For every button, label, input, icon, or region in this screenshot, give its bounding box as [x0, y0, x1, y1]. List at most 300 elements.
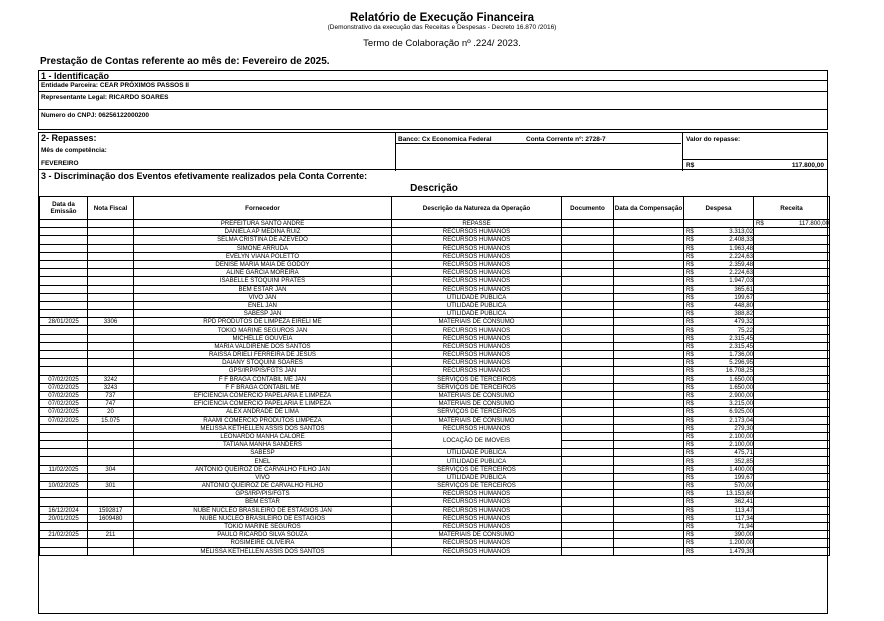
operation-nature-cell: RECURSOS HUMANOS: [392, 424, 562, 432]
operation-nature-cell: RECURSOS HUMANOS: [392, 285, 562, 293]
expense-cell: [684, 441, 754, 449]
issue-date-cell: 20/01/2025: [40, 514, 88, 522]
document-cell: [562, 391, 614, 399]
col-header-income: Receita: [754, 197, 830, 220]
document-cell: [562, 285, 614, 293]
table-row: [40, 342, 830, 350]
invoice-number-cell: [88, 351, 134, 359]
expense-cell: [684, 375, 754, 383]
operation-nature-cell: RECURSOS HUMANOS: [392, 228, 562, 236]
document-cell: [562, 432, 614, 440]
document-cell: [562, 506, 614, 514]
clearing-date-cell: [614, 269, 684, 277]
income-cell: [754, 383, 830, 391]
currency-symbol: R$: [686, 244, 694, 252]
income-cell: [754, 220, 830, 228]
invoice-number-cell: [88, 424, 134, 432]
currency-symbol: R$: [686, 392, 694, 400]
supplier-cell: MICHELLE GOUVEIA: [134, 334, 392, 342]
supplier-cell: PREFEITURA SANTO ANDRE: [134, 220, 392, 228]
supplier-cell: SABESP: [134, 449, 392, 457]
table-row: [40, 482, 830, 490]
clearing-date-cell: [614, 465, 684, 473]
clearing-date-cell: [614, 252, 684, 260]
clearing-date-cell: [614, 375, 684, 383]
issue-date-cell: 07/02/2025: [40, 408, 88, 416]
currency-symbol: R$: [686, 367, 694, 375]
currency-symbol: R$: [686, 326, 694, 334]
currency-symbol: R$: [686, 310, 694, 318]
supplier-cell: VIVO JAN: [134, 293, 392, 301]
expense-value: 199,67: [734, 293, 753, 301]
currency-symbol: R$: [686, 228, 694, 236]
clearing-date-cell: [614, 342, 684, 350]
issue-date-cell: [40, 351, 88, 359]
document-cell: [562, 473, 614, 481]
transfers-section: [38, 132, 828, 170]
legal-representative: Representante Legal: RICARDO SOARES: [41, 94, 169, 101]
currency-symbol: R$: [686, 351, 694, 359]
expense-cell: [684, 301, 754, 309]
invoice-number-cell: [88, 547, 134, 555]
currency-symbol: R$: [686, 342, 694, 350]
issue-date-cell: [40, 220, 88, 228]
expense-value: 1.200,00: [729, 539, 753, 547]
table-row: [40, 400, 830, 408]
document-cell: [562, 334, 614, 342]
document-cell: [562, 301, 614, 309]
issue-date-cell: 07/02/2025: [40, 375, 88, 383]
invoice-number-cell: 20: [88, 408, 134, 416]
operation-nature-cell: RECURSOS HUMANOS: [392, 359, 562, 367]
clearing-date-cell: [614, 318, 684, 326]
expense-cell: [684, 244, 754, 252]
issue-date-cell: [40, 367, 88, 375]
income-value: 117.800,00: [798, 220, 829, 228]
table-row: [40, 244, 830, 252]
table-row: [40, 351, 830, 359]
table-row: [40, 498, 830, 506]
document-cell: [562, 408, 614, 416]
table-row: [40, 334, 830, 342]
supplier-cell: BEM ESTAR: [134, 498, 392, 506]
operation-nature-cell: RECURSOS HUMANOS: [392, 236, 562, 244]
supplier-cell: F F BRAGA CONTABIL ME: [134, 383, 392, 391]
issue-date-cell: [40, 539, 88, 547]
table-row: [40, 359, 830, 367]
invoice-number-cell: 737: [88, 391, 134, 399]
identification-section: [38, 70, 828, 130]
supplier-cell: MELISSA KETHELLEN ASSIS DOS SANTOS: [134, 547, 392, 555]
income-cell: [754, 400, 830, 408]
description-title: Descrição: [410, 183, 458, 194]
table-row: [40, 424, 830, 432]
document-cell: [562, 441, 614, 449]
issue-date-cell: 07/02/2025: [40, 391, 88, 399]
income-cell: [754, 260, 830, 268]
operation-nature-cell: MATERIAIS DE CONSUMO: [392, 391, 562, 399]
table-row: [40, 490, 830, 498]
operation-nature-cell: RECURSOS HUMANOS: [392, 547, 562, 555]
issue-date-cell: 16/12/2024: [40, 506, 88, 514]
expense-value: 6.925,00: [729, 408, 753, 416]
supplier-cell: DANIELA AP MEDINA RUIZ: [134, 228, 392, 236]
supplier-cell: NUBE NUCLEO BRASILEIRO DE ESTÁGIOS: [134, 514, 392, 522]
expense-value: 16.708,25: [725, 367, 753, 375]
supplier-cell: BEM ESTAR JAN: [134, 285, 392, 293]
table-row: [40, 457, 830, 465]
expense-cell: [684, 220, 754, 228]
expense-cell: [684, 277, 754, 285]
currency-symbol: R$: [686, 441, 694, 449]
expense-value: 388,82: [734, 310, 753, 318]
document-cell: [562, 326, 614, 334]
clearing-date-cell: [614, 424, 684, 432]
supplier-cell: DAIANY STOQUINI SOARES: [134, 359, 392, 367]
supplier-cell: PAULO RICARDO SILVA SOUZA: [134, 531, 392, 539]
expense-value: 2.173,04: [729, 416, 753, 424]
expense-value: 475,71: [734, 449, 753, 457]
income-cell: [754, 367, 830, 375]
supplier-cell: SABESP JAN: [134, 310, 392, 318]
expense-cell: [684, 465, 754, 473]
clearing-date-cell: [614, 301, 684, 309]
income-cell: [754, 310, 830, 318]
operation-nature-cell: SERVIÇOS DE TERCEIROS: [392, 408, 562, 416]
expense-cell: [684, 310, 754, 318]
invoice-number-cell: [88, 220, 134, 228]
expense-cell: [684, 351, 754, 359]
operation-nature-cell: RECURSOS HUMANOS: [392, 506, 562, 514]
table-row: [40, 252, 830, 260]
supplier-cell: NUBE NUCLEO BRASILEIRO DE ESTÁGIOS JAN: [134, 506, 392, 514]
document-cell: [562, 400, 614, 408]
currency-symbol: R$: [686, 162, 695, 169]
income-cell: [754, 482, 830, 490]
operation-nature-cell: UTILIDADE PUBLICA: [392, 457, 562, 465]
table-row: [40, 465, 830, 473]
income-cell: [754, 408, 830, 416]
supplier-cell: EFICIENCIA COMERCIO PAPELARIA E LIMPEZA: [134, 391, 392, 399]
supplier-cell: EFICIENCIA COMERCIO PAPELARIA E LIMPEZA: [134, 400, 392, 408]
invoice-number-cell: 747: [88, 400, 134, 408]
issue-date-cell: 21/02/2025: [40, 531, 88, 539]
expense-cell: [684, 416, 754, 424]
supplier-cell: EVELYN VIANA POLETTO: [134, 252, 392, 260]
document-cell: [562, 531, 614, 539]
expense-cell: [684, 522, 754, 530]
clearing-date-cell: [614, 228, 684, 236]
invoice-number-cell: [88, 277, 134, 285]
expense-value: 2.315,45: [729, 342, 753, 350]
transfer-value-label: Valor do repasse:: [686, 136, 741, 143]
expense-value: 75,22: [737, 326, 753, 334]
document-cell: [562, 416, 614, 424]
entity-name: Entidade Parceira: CEAR PRÓXIMOS PASSOS II: [41, 82, 189, 89]
clearing-date-cell: [614, 236, 684, 244]
issue-date-cell: [40, 236, 88, 244]
document-cell: [562, 260, 614, 268]
operation-nature-cell: SERVIÇOS DE TERCEIROS: [392, 383, 562, 391]
expense-cell: [684, 318, 754, 326]
document-cell: [562, 522, 614, 530]
document-cell: [562, 293, 614, 301]
expense-cell: [684, 498, 754, 506]
invoice-number-cell: [88, 285, 134, 293]
issue-date-cell: [40, 424, 88, 432]
operation-nature-cell: MATERIAIS DE CONSUMO: [392, 416, 562, 424]
table-row: [40, 391, 830, 399]
expense-value: 448,80: [734, 301, 753, 309]
currency-symbol: R$: [686, 482, 694, 490]
table-row: [40, 269, 830, 277]
invoice-number-cell: [88, 260, 134, 268]
bank-name: Banco: Cx Economica Federal: [398, 136, 492, 143]
invoice-number-cell: [88, 432, 134, 440]
invoice-number-cell: [88, 269, 134, 277]
expense-value: 2.408,33: [729, 236, 753, 244]
invoice-number-cell: [88, 301, 134, 309]
events-table: [39, 196, 830, 556]
document-cell: [562, 220, 614, 228]
expense-value: 199,67: [734, 473, 753, 481]
table-row: [40, 318, 830, 326]
invoice-number-cell: [88, 490, 134, 498]
document-cell: [562, 269, 614, 277]
clearing-date-cell: [614, 277, 684, 285]
clearing-date-cell: [614, 391, 684, 399]
table-row: [40, 375, 830, 383]
income-cell: [754, 334, 830, 342]
expense-cell: [684, 252, 754, 260]
document-cell: [562, 465, 614, 473]
expense-cell: [684, 531, 754, 539]
operation-nature-cell: LOCAÇÃO DE IMOVEIS: [392, 432, 562, 448]
expense-value: 5.296,95: [729, 359, 753, 367]
supplier-cell: GPS/IRP/PIS/FGTS JAN: [134, 367, 392, 375]
operation-nature-cell: MATERIAIS DE CONSUMO: [392, 318, 562, 326]
expense-value: 1.650,00: [729, 375, 753, 383]
expense-cell: [684, 367, 754, 375]
expense-value: 3.215,00: [729, 400, 753, 408]
col-header-invoice: Nota Fiscal: [88, 197, 134, 220]
table-header-row: [40, 197, 830, 220]
operation-nature-cell: RECURSOS HUMANOS: [392, 351, 562, 359]
col-header-expense: Despesa: [684, 197, 754, 220]
currency-symbol: R$: [686, 465, 694, 473]
invoice-number-cell: [88, 539, 134, 547]
document-cell: [562, 424, 614, 432]
issue-date-cell: [40, 359, 88, 367]
operation-nature-cell: RECURSOS HUMANOS: [392, 260, 562, 268]
document-cell: [562, 351, 614, 359]
currency-symbol: R$: [686, 375, 694, 383]
issue-date-cell: [40, 342, 88, 350]
document-cell: [562, 547, 614, 555]
invoice-number-cell: [88, 293, 134, 301]
supplier-cell: MELISSA KETHELLEN ASSIS DOS SANTOS: [134, 424, 392, 432]
currency-symbol: R$: [686, 416, 694, 424]
expense-value: 2.359,48: [729, 261, 753, 269]
issue-date-cell: [40, 269, 88, 277]
currency-symbol: R$: [686, 424, 694, 432]
document-cell: [562, 482, 614, 490]
income-cell: [754, 490, 830, 498]
income-cell: [754, 277, 830, 285]
expense-cell: [684, 269, 754, 277]
issue-date-cell: [40, 441, 88, 449]
currency-symbol: R$: [686, 285, 694, 293]
supplier-cell: ALINE GARCIA MOREIRA: [134, 269, 392, 277]
col-header-issue-date: Data da Emissão: [40, 197, 88, 220]
reporting-period: Prestação de Contas referente ao mês de: Fevereiro de 2025.: [40, 56, 330, 67]
expense-value: 362,41: [734, 498, 753, 506]
income-cell: [754, 342, 830, 350]
events-heading: 3 - Discriminação dos Eventos efetivamente realizados pela Conta Corrente:: [41, 171, 368, 181]
clearing-date-cell: [614, 416, 684, 424]
expense-cell: [684, 457, 754, 465]
invoice-number-cell: [88, 310, 134, 318]
supplier-cell: LEONARDO MANHA CALORE: [134, 432, 392, 440]
currency-symbol: R$: [756, 220, 764, 228]
divider: [395, 133, 396, 171]
operation-nature-cell: SERVIÇOS DE TERCEIROS: [392, 465, 562, 473]
issue-date-cell: [40, 522, 88, 530]
clearing-date-cell: [614, 522, 684, 530]
income-cell: [754, 514, 830, 522]
income-cell: [754, 522, 830, 530]
clearing-date-cell: [614, 482, 684, 490]
document-cell: [562, 383, 614, 391]
expense-value: 1.963,48: [729, 244, 753, 252]
clearing-date-cell: [614, 293, 684, 301]
expense-value: 2.224,63: [729, 252, 753, 260]
document-cell: [562, 375, 614, 383]
operation-nature-cell: RECURSOS HUMANOS: [392, 277, 562, 285]
table-row: [40, 383, 830, 391]
supplier-cell: RAAMI COMERCIO PRODUTOS LIMPEZA: [134, 416, 392, 424]
invoice-number-cell: [88, 326, 134, 334]
operation-nature-cell: RECURSOS HUMANOS: [392, 252, 562, 260]
invoice-number-cell: [88, 473, 134, 481]
table-row: [40, 531, 830, 539]
operation-nature-cell: UTILIDADE PUBLICA: [392, 449, 562, 457]
expense-cell: [684, 391, 754, 399]
document-cell: [562, 367, 614, 375]
document-cell: [562, 498, 614, 506]
currency-symbol: R$: [686, 252, 694, 260]
invoice-number-cell: [88, 498, 134, 506]
expense-cell: [684, 334, 754, 342]
col-header-clearing-date: Data da Compensação: [614, 197, 684, 220]
clearing-date-cell: [614, 432, 684, 440]
income-cell: [754, 351, 830, 359]
currency-symbol: R$: [686, 457, 694, 465]
clearing-date-cell: [614, 547, 684, 555]
currency-symbol: R$: [686, 359, 694, 367]
clearing-date-cell: [614, 441, 684, 449]
currency-symbol: R$: [686, 449, 694, 457]
currency-symbol: R$: [686, 269, 694, 277]
income-cell: [754, 424, 830, 432]
clearing-date-cell: [614, 514, 684, 522]
income-cell: [754, 506, 830, 514]
issue-date-cell: [40, 432, 88, 440]
operation-nature-cell: MATERIAIS DE CONSUMO: [392, 400, 562, 408]
invoice-number-cell: [88, 244, 134, 252]
operation-nature-cell: RECURSOS HUMANOS: [392, 269, 562, 277]
clearing-date-cell: [614, 260, 684, 268]
currency-symbol: R$: [686, 473, 694, 481]
supplier-cell: ENEL JAN: [134, 301, 392, 309]
currency-symbol: R$: [686, 506, 694, 514]
expense-cell: [684, 482, 754, 490]
expense-cell: [684, 260, 754, 268]
operation-nature-cell: RECURSOS HUMANOS: [392, 334, 562, 342]
currency-symbol: R$: [686, 334, 694, 342]
clearing-date-cell: [614, 326, 684, 334]
currency-symbol: R$: [686, 523, 694, 531]
expense-cell: [684, 490, 754, 498]
expense-cell: [684, 236, 754, 244]
table-row: [40, 220, 830, 228]
clearing-date-cell: [614, 400, 684, 408]
competence-month: FEVEREIRO: [41, 160, 79, 167]
currency-symbol: R$: [686, 432, 694, 440]
expense-value: 13.153,60: [725, 490, 753, 498]
issue-date-cell: [40, 490, 88, 498]
income-cell: [754, 285, 830, 293]
expense-cell: [684, 506, 754, 514]
operation-nature-cell: RECURSOS HUMANOS: [392, 490, 562, 498]
clearing-date-cell: [614, 310, 684, 318]
table-row: [40, 301, 830, 309]
expense-cell: [684, 383, 754, 391]
report-title: Relatório de Execução Financeira: [349, 12, 535, 24]
issue-date-cell: [40, 252, 88, 260]
income-cell: [754, 416, 830, 424]
operation-nature-cell: UTILIDADE PUBLICA: [392, 310, 562, 318]
issue-date-cell: [40, 228, 88, 236]
table-row: [40, 326, 830, 334]
invoice-number-cell: 301: [88, 482, 134, 490]
operation-nature-cell: RECURSOS HUMANOS: [392, 498, 562, 506]
income-cell: [754, 359, 830, 367]
supplier-cell: VIVO: [134, 473, 392, 481]
issue-date-cell: 28/01/2025: [40, 318, 88, 326]
invoice-number-cell: [88, 367, 134, 375]
issue-date-cell: 07/02/2025: [40, 400, 88, 408]
document-cell: [562, 449, 614, 457]
clearing-date-cell: [614, 285, 684, 293]
expense-value: 2.100,00: [729, 441, 753, 449]
income-cell: [754, 375, 830, 383]
expense-cell: [684, 432, 754, 440]
income-cell: [754, 301, 830, 309]
identification-heading: 1 - Identificação: [41, 71, 110, 81]
expense-cell: [684, 408, 754, 416]
report-subtitle: (Demonstrativo da execução das Receitas e Despesas - Decreto 16.870 /2016): [327, 24, 557, 31]
income-cell: [754, 244, 830, 252]
expense-cell: [684, 514, 754, 522]
income-cell: [754, 457, 830, 465]
supplier-cell: ANTONIO QUEIROZ DE CARVALHO FILHO JAN: [134, 465, 392, 473]
events-section: [38, 170, 828, 614]
table-row: [40, 310, 830, 318]
expense-value: 352,85: [734, 457, 753, 465]
clearing-date-cell: [614, 351, 684, 359]
supplier-cell: SELMA CRISTINA DE AZEVEDO: [134, 236, 392, 244]
